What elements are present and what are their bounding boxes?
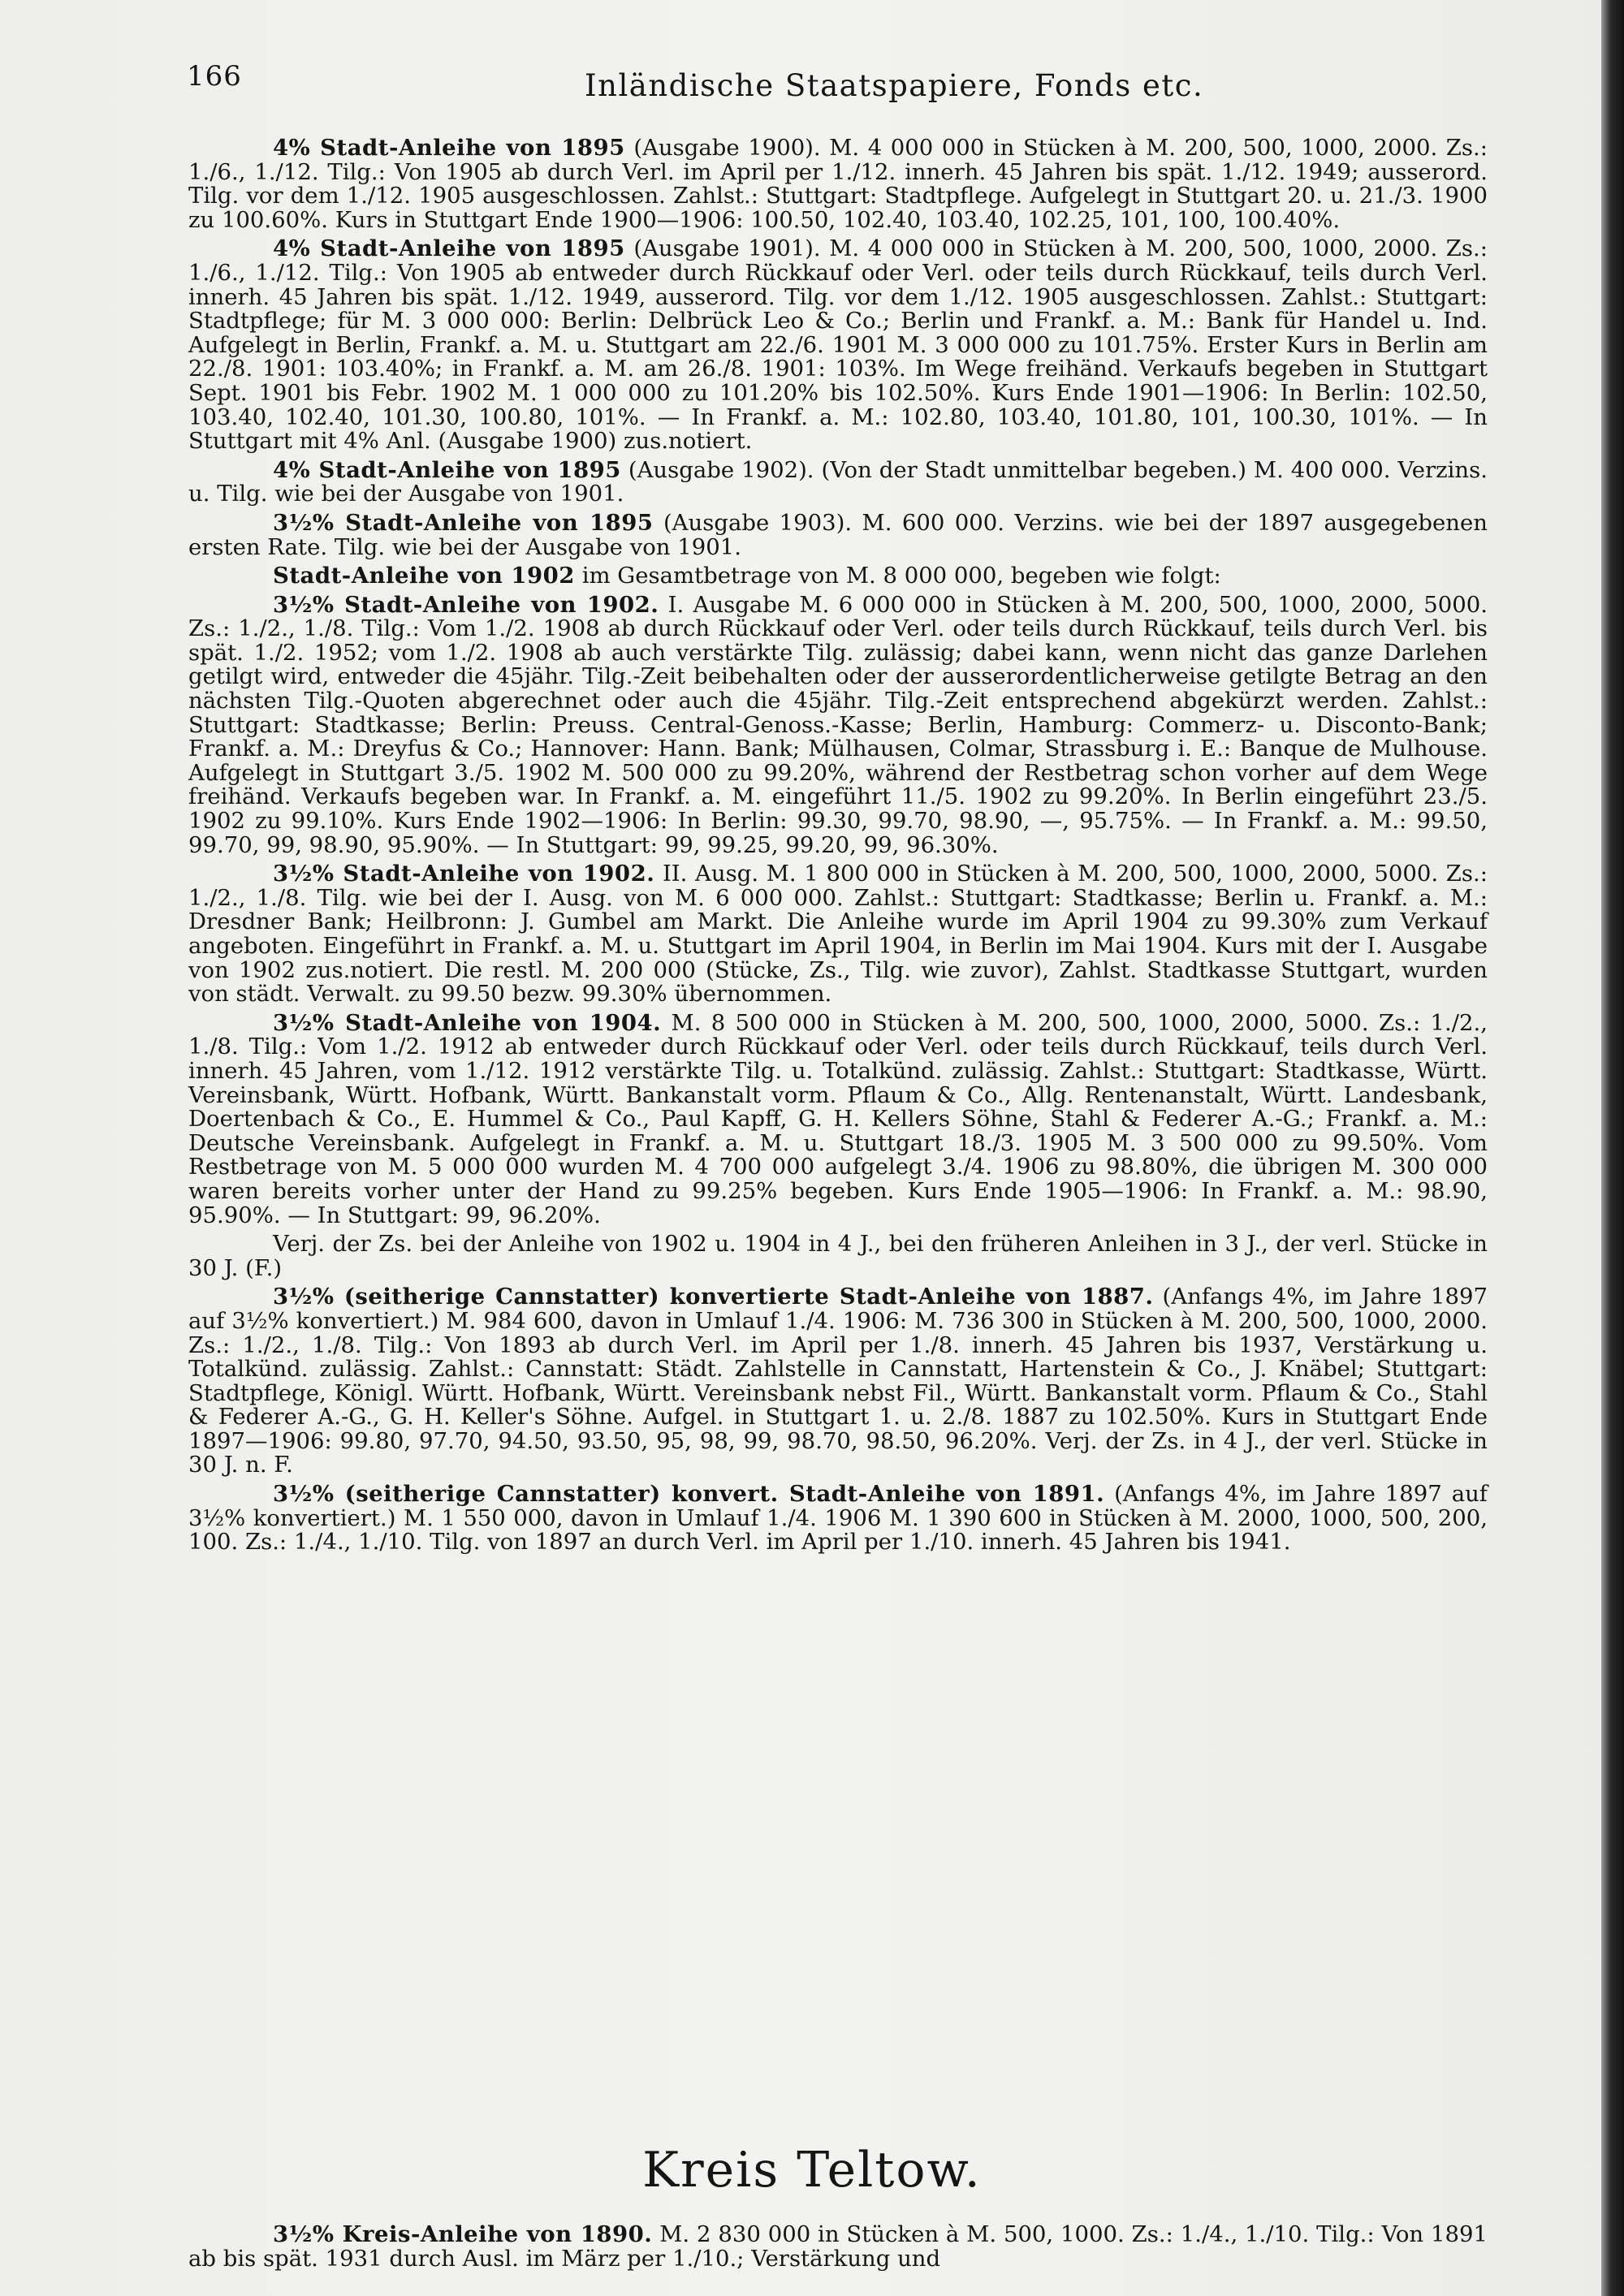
entry — [188, 511, 1488, 559]
page-header — [187, 50, 1494, 115]
entry-title: 3½% (seitherige Cannstatter) konvertierte Stadt-Anleihe von 1887. — [273, 1284, 1154, 1310]
entry — [188, 1009, 1488, 1228]
entry-title: 4% Stadt-Anleihe von 1895 — [273, 135, 625, 161]
entry — [188, 2223, 1488, 2271]
entry-text: M. 8 500 000 in Stücken à M. 200, 500, 1000, 2000, 5000. Zs.: 1./2., 1./8. Tilg.: Vom 1./2. 1912 ab entweder durch Rückkauf oder Verl. oder teils durch Rückkauf, teils durch Verl. innerh. 45 Jahren, vom 1./12. 1912 verstärkte Tilg. u. Totalkünd. zulässig. Zahlst.: Stuttgart: Stadtkasse, Württ. Vereinsbank, Württ. Hofbank, Württ. Bankanstalt vorm. Pflaum & Co., Allg. Rentenanstalt, Württ. Landesbank, Doertenbach & Co., E. Hummel & Co., Paul Kapff, G. H. Kellers Söhne, Stahl & Federer A.-G.; Frankf. a. M.: Deutsche Vereinsbank. Aufgelegt in Frankf. a. M. u. Stuttgart 18./3. 1905 M. 3 500 000 zu 99.50%. Vom Restbetrage von M. 5 000 000 wurden M. 4 700 000 aufgelegt 3./4. 1906 zu 98.80%, die übrigen M. 300 000 waren bereits vorher unter der Hand zu 99.25% begeben. Kurs Ende 1905—1906: In Frankf. a. M.: 98.90, 95.90%. — In Stuttgart: 99, 96.20%. — [188, 1009, 1488, 1228]
entry-title: 3½% Stadt-Anleihe von 1902. — [273, 861, 655, 887]
entry-title: 3½% (seitherige Cannstatter) konvert. Stadt-Anleihe von 1891. — [273, 1481, 1105, 1508]
entry — [188, 1482, 1488, 1555]
body-text — [188, 136, 1488, 1560]
entry-title: 3½% Stadt-Anleihe von 1895 — [273, 509, 654, 536]
entry — [188, 1285, 1488, 1478]
entry-title: Stadt-Anleihe von 1902 — [273, 563, 575, 589]
entry — [188, 564, 1488, 589]
entry-text: (Anfangs 4%, im Jahre 1897 auf 3½% konvertiert.) M. 984 600, davon in Umlauf 1./4. 1906: M. 736 300 in Stücken à M. 200, 500, 1000, 2000. Zs.: 1./2., 1./8. Tilg.: Von 1893 ab durch Verl. im April per 1./8. innerh. 45 Jahren bis 1937, Verstärkung u. Totalkünd. zulässig. Zahlst.: Cannstatt: Städt. Zahlstelle in Cannstatt, Hartenstein & Co., J. Knäbel; Stuttgart: Stadtpflege, Königl. Württ. Hofbank, Württ. Vereinsbank nebst Fil., Württ. Bankanstalt vorm. Pflaum & Co., Stahl & Federer A.-G., G. H. Keller's Söhne. Aufgel. in Stuttgart 1. u. 2./8. 1887 zu 102.50%. Kurs in Stuttgart Ende 1897—1906: 99.80, 97.70, 94.50, 93.50, 95, 98, 99, 98.70, 98.50, 96.20%. Verj. der Zs. in 4 J., der verl. Stücke in 30 J. n. F. — [188, 1284, 1488, 1478]
entry-text: (Ausgabe 1902). (Von der Stadt unmittelbar begeben.) M. 400 000. Verzins. u. Tilg. wie bei der Ausgabe von 1901. — [188, 456, 1488, 507]
entry-note — [188, 1232, 1488, 1280]
entry-title: 3½% Stadt-Anleihe von 1904. — [273, 1009, 662, 1036]
entry — [188, 237, 1488, 453]
section-title: Kreis Teltow. — [642, 2142, 982, 2199]
entry-title: 3½% Kreis-Anleihe von 1890. — [273, 2221, 653, 2247]
entry — [188, 862, 1488, 1007]
entry — [188, 456, 1488, 507]
section-heading — [0, 2142, 1624, 2199]
entry-text: II. Ausg. M. 1 800 000 in Stücken à M. 200, 500, 1000, 2000, 5000. Zs.: 1./2., 1./8. Tilg. wie bei der I. Ausg. von M. 6 000 000. Zahlst.: Stuttgart: Stadtkasse; Berlin u. Frankf. a. M.: Dresdner Bank; Heilbronn: J. Gumbel am Markt. Die Anleihe wurde im April 1904 zu 99.30% zum Verkauf angeboten. Eingeführt in Frankf. a. M. u. Stuttgart im April 1904, in Berlin im Mai 1904. Kurs mit der I. Ausgabe von 1902 zus.notiert. Die restl. M. 200 000 (Stücke, Zs., Tilg. wie zuvor), Zahlst. Stadtkasse Stuttgart, wurden von städt. Verwalt. zu 99.50 bezw. 99.30% übernommen. — [188, 861, 1488, 1008]
entry-title: 4% Stadt-Anleihe von 1895 — [273, 456, 621, 483]
entry-text: (Anfangs 4%, im Jahre 1897 auf 3½% konvertiert.) M. 1 550 000, davon in Umlauf 1./4. 1906 M. 1 390 600 in Stücken à M. 2000, 1000, 500, 200, 100. Zs.: 1./4., 1./10. Tilg. von 1897 an durch Verl. im April per 1./10. innerh. 45 Jahren bis 1941. — [188, 1481, 1488, 1556]
page-number: 166 — [187, 60, 242, 93]
entry-title: 4% Stadt-Anleihe von 1895 — [273, 235, 625, 262]
scan-edge — [1601, 0, 1624, 2296]
entry-title: 3½% Stadt-Anleihe von 1902. — [273, 591, 659, 618]
entry — [188, 593, 1488, 858]
entry-text: im Gesamtbetrage von M. 8 000 000, begeben wie folgt: — [581, 563, 1221, 589]
entry-text: Verj. der Zs. bei der Anleihe von 1902 u. 1904 in 4 J., bei den früheren Anleihen in 3 J., der verl. Stücke in 30 J. (F.) — [188, 1231, 1488, 1281]
entry-text: (Ausgabe 1901). M. 4 000 000 in Stücken à M. 200, 500, 1000, 2000. Zs.: 1./6., 1./12. Tilg.: Von 1905 ab entweder durch Rückkauf oder Verl. oder teils durch Rückkauf, teils durch Verl. innerh. 45 Jahren bis spät. 1./12. 1949, ausserord. Tilg. vor dem 1./12. 1905 ausgeschlossen. Zahlst.: Stuttgart: Stadtpflege; für M. 3 000 000: Berlin: Delbrück Leo & Co.; Berlin und Frankf. a. M.: Bank für Handel u. Ind. Aufgelegt in Berlin, Frankf. a. M. u. Stuttgart am 22./6. 1901 M. 3 000 000 zu 101.75%. Erster Kurs in Berlin am 22./8. 1901: 103.40%; in Frankf. a. M. am 26./8. 1901: 103%. Im Wege freihänd. Verkaufs begeben in Stuttgart Sept. 1901 bis Febr. 1902 M. 1 000 000 zu 101.20% bis 102.50%. Kurs Ende 1901—1906: In Berlin: 102.50, 103.40, 102.40, 101.30, 100.80, 101%. — In Frankf. a. M.: 102.80, 103.40, 101.80, 101, 100.30, 101%. — In Stuttgart mit 4% Anl. (Ausgabe 1900) zus.notiert. — [188, 235, 1488, 455]
entry-text: I. Ausgabe M. 6 000 000 in Stücken à M. 200, 500, 1000, 2000, 5000. Zs.: 1./2., 1./8. Tilg.: Vom 1./2. 1908 ab durch Rückkauf oder Verl. oder teils durch Rückkauf, teils durch Verl. bis spät. 1./2. 1952; vom 1./2. 1908 ab auch verstärkte Tilg. zulässig; dabei kann, wenn nicht das ganze Darlehen getilgt wird, entweder die 45jähr. Tilg.-Zeit beibehalten oder der ausserordentlicherweise getilgte Betrag an den nächsten Tilg.-Quoten abgerechnet oder auch die 45jähr. Tilg.-Zeit entsprechend abgekürzt werden. Zahlst.: Stuttgart: Stadtkasse; Berlin: Preuss. Central-Genoss.-Kasse; Berlin, Hamburg: Commerz- u. Disconto-Bank; Frankf. a. M.: Dreyfus & Co.; Hannover: Hann. Bank; Mülhausen, Colmar, Strassburg i. E.: Banque de Mulhouse. Aufgelegt in Stuttgart 3./5. 1902 M. 500 000 zu 99.20%, während der Restbetrag schon vorher auf dem Wege freihänd. Verkaufs begeben war. In Frankf. a. M. eingeführt 11./5. 1902 zu 99.20%. In Berlin eingeführt 23./5. 1902 zu 99.10%. Kurs Ende 1902—1906: In Berlin: 99.30, 99.70, 98.90, —, 95.75%. — In Frankf. a. M.: 99.50, 99.70, 99, 98.90, 95.90%. — In Stuttgart: 99, 99.25, 99.20, 99, 96.30%. — [188, 591, 1488, 858]
entry-text: (Ausgabe 1900). M. 4 000 000 in Stücken à M. 200, 500, 1000, 2000. Zs.: 1./6., 1./12. Tilg.: Von 1905 ab durch Verl. im April per 1./12. innerh. 45 Jahren bis spät. 1./12. 1949; ausserord. Tilg. vor dem 1./12. 1905 ausgeschlossen. Zahlst.: Stuttgart: Stadtpflege. Aufgelegt in Stuttgart 20. u. 21./3. 1900 zu 100.60%. Kurs in Stuttgart Ende 1900—1906: 100.50, 102.40, 103.40, 102.25, 101, 100, 100.40%. — [188, 135, 1488, 233]
entry-text: (Ausgabe 1903). M. 600 000. Verzins. wie bei der 1897 ausgegebenen ersten Rate. Tilg. wie bei der Ausgabe von 1901. — [188, 509, 1488, 560]
section-body — [188, 2223, 1488, 2276]
entry — [188, 136, 1488, 232]
entry-text: M. 2 830 000 in Stücken à M. 500, 1000. Zs.: 1./4., 1./10. Tilg.: Von 1891 ab bis spät. 1931 durch Ausl. im März per 1./10.; Verstärkung und — [188, 2221, 1488, 2272]
running-head: Inländische Staatspapiere, Fonds etc. — [585, 68, 1204, 103]
